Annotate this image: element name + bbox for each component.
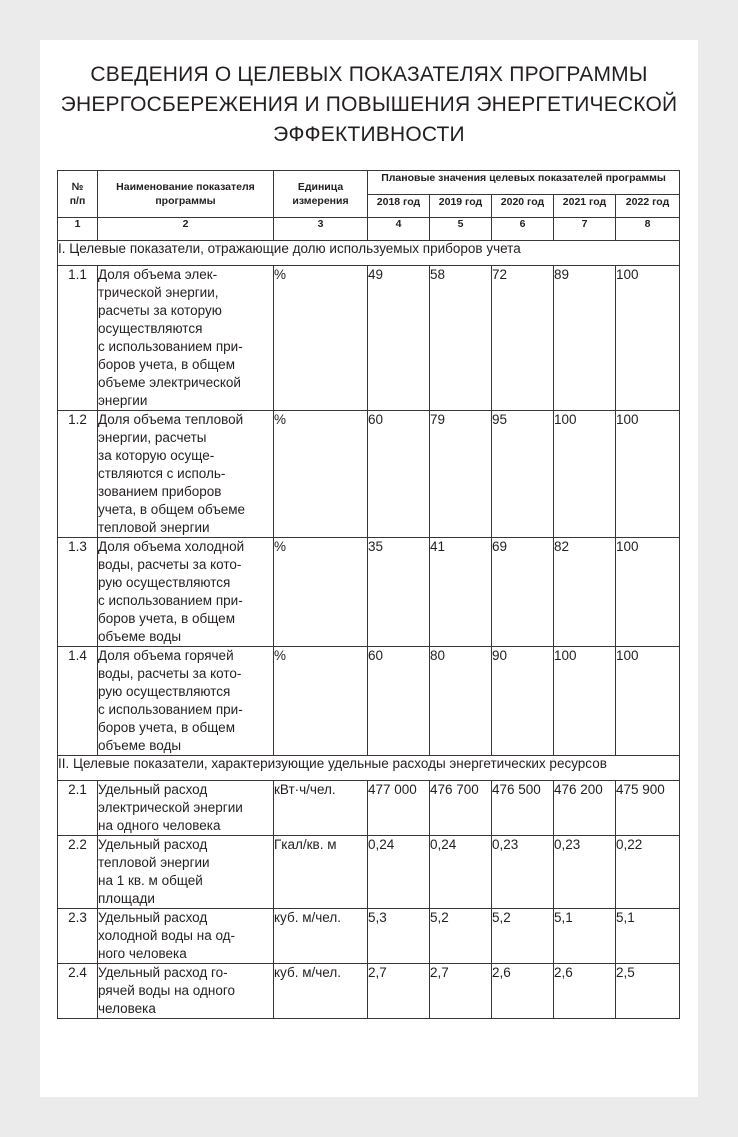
value-cell: 475 900 [616, 781, 680, 836]
section-title: I. Целевые показатели, отражающие долю используемых приборов учета [58, 241, 680, 266]
targets-table [57, 170, 680, 1019]
col-header-name: Наименование показателя программы [98, 171, 274, 218]
unit-cell: % [274, 266, 368, 411]
row-number: 1.4 [58, 647, 98, 756]
value-cell: 82 [554, 538, 616, 647]
value-cell: 476 200 [554, 781, 616, 836]
value-cell: 49 [368, 266, 430, 411]
section-row [58, 756, 680, 781]
row-number: 2.4 [58, 964, 98, 1019]
value-cell: 5,2 [430, 909, 492, 964]
col-header-plan: Плановые значения целевых показателей программы [368, 171, 680, 195]
value-cell: 79 [430, 411, 492, 538]
value-cell: 95 [492, 411, 554, 538]
table-header [58, 171, 680, 241]
value-cell: 41 [430, 538, 492, 647]
row-number: 2.1 [58, 781, 98, 836]
unit-cell: Гкал/кв. м [274, 836, 368, 909]
row-number: 1.3 [58, 538, 98, 647]
value-cell: 0,23 [554, 836, 616, 909]
unit-cell: % [274, 647, 368, 756]
page-title: СВЕДЕНИЯ О ЦЕЛЕВЫХ ПОКАЗАТЕЛЯХ ПРОГРАММЫ ЭНЕРГОСБЕРЕЖЕНИЯ И ПОВЫШЕНИЯ ЭНЕРГЕТИЧЕСКОЙ ЭФФЕКТИВНОСТИ [60, 63, 678, 146]
value-cell: 100 [554, 411, 616, 538]
table-row [58, 781, 680, 836]
value-cell: 5,2 [492, 909, 554, 964]
col-number-cell: 3 [274, 218, 368, 241]
value-cell: 0,23 [492, 836, 554, 909]
value-cell: 0,24 [368, 836, 430, 909]
value-cell: 2,5 [616, 964, 680, 1019]
table-row [58, 411, 680, 538]
row-number: 1.2 [58, 411, 98, 538]
col-number-cell: 2 [98, 218, 274, 241]
value-cell: 60 [368, 411, 430, 538]
value-cell: 477 000 [368, 781, 430, 836]
unit-cell: % [274, 411, 368, 538]
col-number-cell: 4 [368, 218, 430, 241]
indicator-name: Удельный расход го- рячей воды на одного человека [98, 964, 274, 1019]
col-number-cell: 8 [616, 218, 680, 241]
value-cell: 100 [616, 266, 680, 411]
indicator-name: Удельный расход электрической энергии на одного человека [98, 781, 274, 836]
value-cell: 0,22 [616, 836, 680, 909]
value-cell: 60 [368, 647, 430, 756]
indicator-name: Доля объема горячей воды, расчеты за кото- рую осуществляются с использованием при- боров учета, в общем объеме воды [98, 647, 274, 756]
row-number: 1.1 [58, 266, 98, 411]
table-row [58, 836, 680, 909]
indicator-name: Удельный расход тепловой энергии на 1 кв. м общей площади [98, 836, 274, 909]
col-number-cell: 7 [554, 218, 616, 241]
value-cell: 100 [616, 647, 680, 756]
row-number: 2.2 [58, 836, 98, 909]
value-cell: 80 [430, 647, 492, 756]
section-row [58, 241, 680, 266]
table-row [58, 647, 680, 756]
indicator-name: Доля объема тепловой энергии, расчеты за которую осуще- ствляются с исполь- зованием приборов учета, в общем объеме тепловой энергии [98, 411, 274, 538]
value-cell: 35 [368, 538, 430, 647]
unit-cell: % [274, 538, 368, 647]
col-header-year: 2021 год [554, 194, 616, 218]
value-cell: 69 [492, 538, 554, 647]
col-header-year: 2018 год [368, 194, 430, 218]
value-cell: 2,7 [368, 964, 430, 1019]
col-header-unit: Единица измерения [274, 171, 368, 218]
value-cell: 58 [430, 266, 492, 411]
value-cell: 100 [616, 538, 680, 647]
value-cell: 2,6 [492, 964, 554, 1019]
value-cell: 100 [616, 411, 680, 538]
unit-cell: куб. м/чел. [274, 909, 368, 964]
section-title: II. Целевые показатели, характеризующие удельные расходы энергетических ресурсов [58, 756, 680, 781]
table-row [58, 909, 680, 964]
unit-cell: куб. м/чел. [274, 964, 368, 1019]
value-cell: 5,1 [616, 909, 680, 964]
table-row [58, 538, 680, 647]
col-header-num: № п/п [58, 171, 98, 218]
col-number-cell: 5 [430, 218, 492, 241]
indicator-name: Доля объема элек- трической энергии, расчеты за которую осуществляются с использованием при- боров учета, в общем объеме электрической энергии [98, 266, 274, 411]
value-cell: 72 [492, 266, 554, 411]
row-number: 2.3 [58, 909, 98, 964]
value-cell: 2,7 [430, 964, 492, 1019]
value-cell: 90 [492, 647, 554, 756]
col-number-cell: 1 [58, 218, 98, 241]
value-cell: 476 700 [430, 781, 492, 836]
value-cell: 5,1 [554, 909, 616, 964]
col-header-year: 2020 год [492, 194, 554, 218]
unit-cell: кВт·ч/чел. [274, 781, 368, 836]
col-number-cell: 6 [492, 218, 554, 241]
value-cell: 0,24 [430, 836, 492, 909]
col-header-year: 2022 год [616, 194, 680, 218]
value-cell: 2,6 [554, 964, 616, 1019]
table-row [58, 266, 680, 411]
value-cell: 476 500 [492, 781, 554, 836]
value-cell: 89 [554, 266, 616, 411]
indicator-name: Доля объема холодной воды, расчеты за кото- рую осуществляются с использованием при- боров учета, в общем объеме воды [98, 538, 274, 647]
indicator-name: Удельный расход холодной воды на од- ного человека [98, 909, 274, 964]
value-cell: 5,3 [368, 909, 430, 964]
value-cell: 100 [554, 647, 616, 756]
col-header-year: 2019 год [430, 194, 492, 218]
document-page [40, 40, 698, 1097]
table-row [58, 964, 680, 1019]
